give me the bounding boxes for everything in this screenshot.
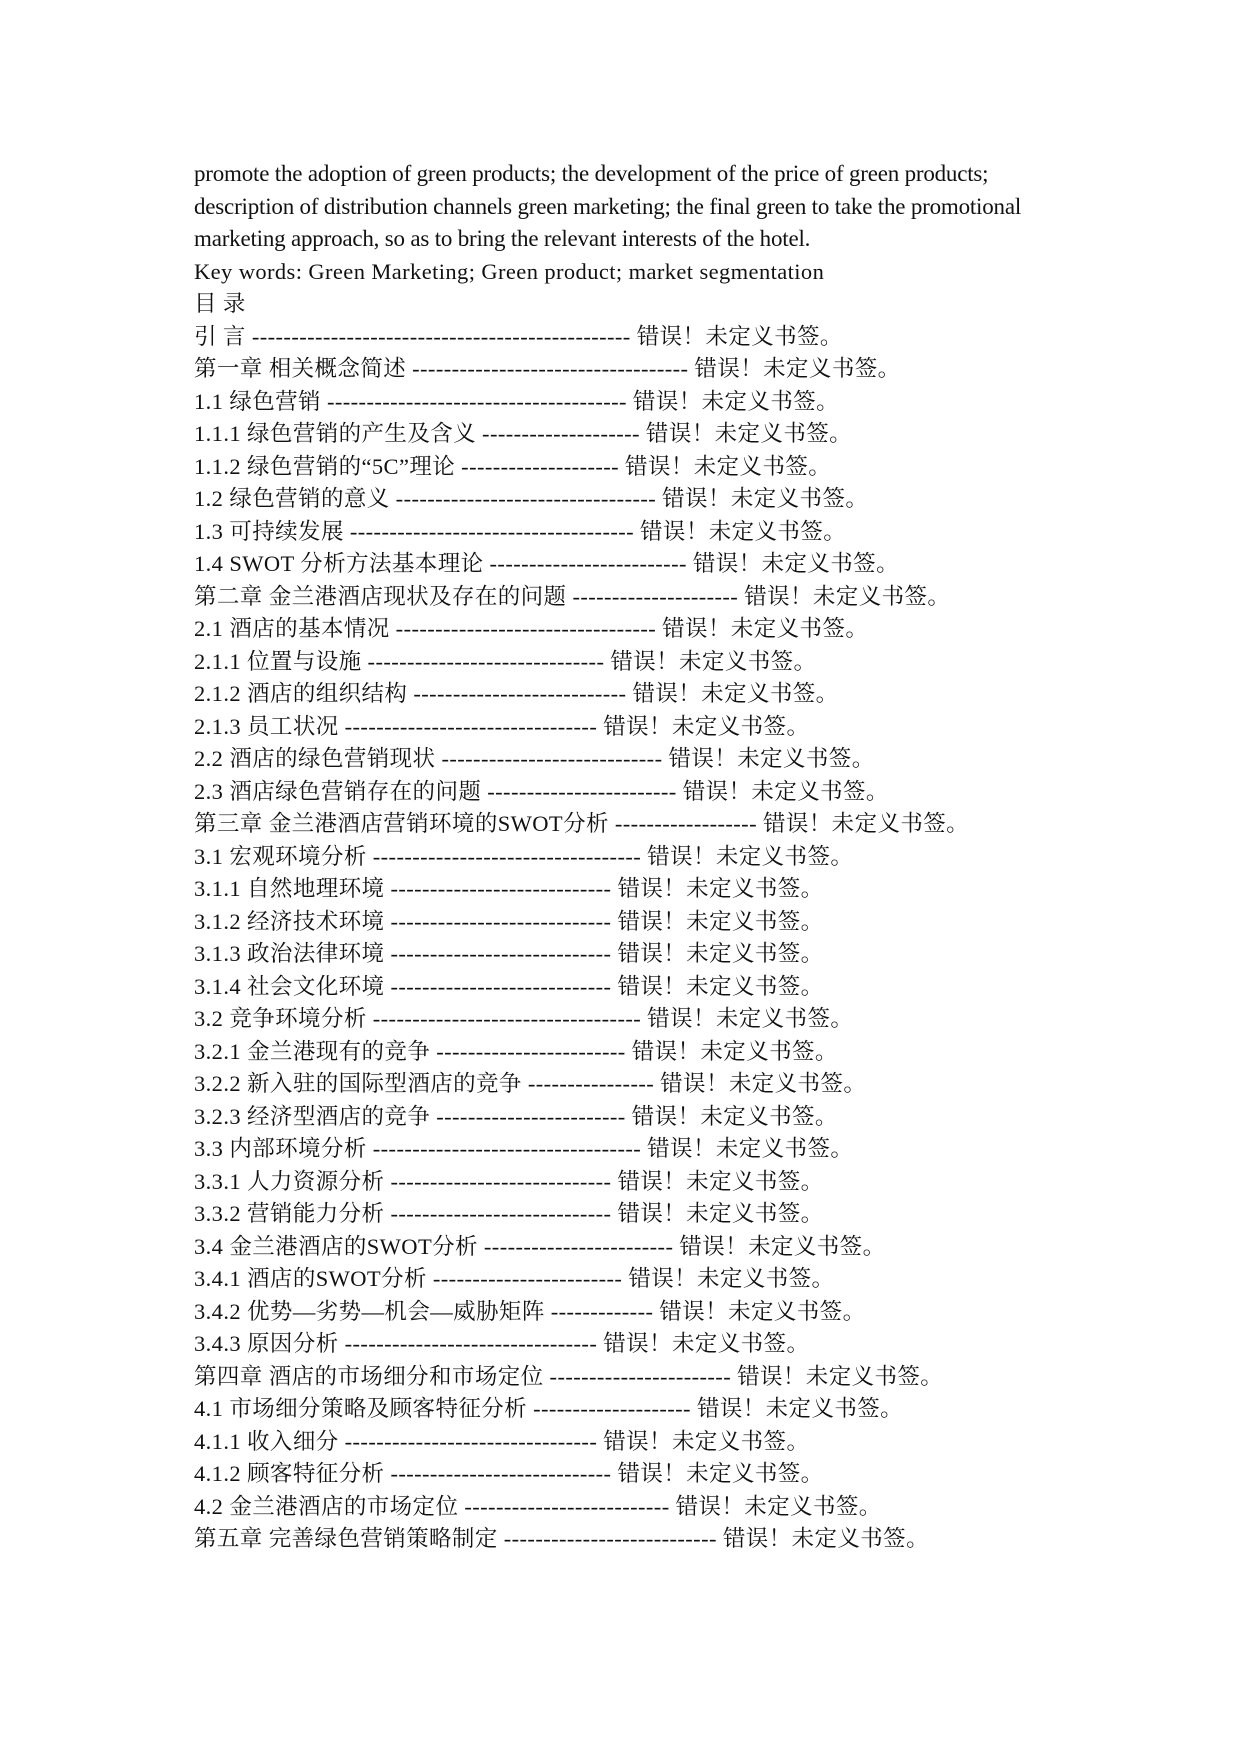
toc-entry: 第四章 酒店的市场细分和市场定位 ----------------------- 错误！未定义书签。	[194, 1363, 944, 1389]
toc-entry: 4.1 市场细分策略及顾客特征分析 -------------------- 错误！未定义书签。	[194, 1396, 904, 1421]
toc-entry: 3.2.1 金兰港现有的竞争 ------------------------ 错误！未定义书签。	[194, 1038, 838, 1064]
toc-entry: 3.2 竞争环境分析 ---------------------------------- 错误！未定义书签。	[194, 1006, 854, 1031]
toc-entry: 2.1.3 员工状况 -------------------------------- 错误！未定义书签。	[194, 713, 810, 739]
toc-title: 目 录	[194, 291, 246, 316]
table-of-contents	[194, 321, 1054, 1556]
toc-entry: 1.4 SWOT 分析方法基本理论 ------------------------- 错误！未定义书签。	[194, 551, 899, 576]
toc-entry: 3.1.1 自然地理环境 ---------------------------- 错误！未定义书签。	[194, 876, 824, 901]
toc-entry: 4.2 金兰港酒店的市场定位 -------------------------- 错误！未定义书签。	[194, 1493, 882, 1519]
toc-entry: 第二章 金兰港酒店现状及存在的问题 --------------------- 错误！未定义书签。	[194, 583, 951, 609]
toc-entry: 3.4.3 原因分析 -------------------------------- 错误！未定义书签。	[194, 1331, 810, 1356]
toc-entry: 第一章 相关概念简述 ----------------------------------- 错误！未定义书签。	[194, 356, 901, 381]
toc-entry: 3.1.3 政治法律环境 ---------------------------- 错误！未定义书签。	[194, 941, 824, 966]
keywords-line: Key words: Green Marketing; Green product; market segmentation	[194, 258, 825, 284]
toc-entry: 2.2 酒店的绿色营销现状 ---------------------------- 错误！未定义书签。	[194, 746, 875, 771]
toc-entry: 2.1.1 位置与设施 ------------------------------ 错误！未定义书签。	[194, 648, 817, 674]
toc-entry: 3.3.2 营销能力分析 ---------------------------- 错误！未定义书签。	[194, 1201, 824, 1226]
toc-entry: 3.2.2 新入驻的国际型酒店的竞争 ---------------- 错误！未定义书签。	[194, 1071, 867, 1096]
toc-entry: 1.2 绿色营销的意义 --------------------------------- 错误！未定义书签。	[194, 486, 869, 511]
toc-entry: 引 言 ------------------------------------------------ 错误！未定义书签。	[194, 323, 843, 349]
toc-entry: 3.2.3 经济型酒店的竞争 ------------------------ 错误！未定义书签。	[194, 1103, 838, 1129]
toc-entry: 2.1 酒店的基本情况 --------------------------------- 错误！未定义书签。	[194, 616, 869, 641]
toc-entry: 4.1.1 收入细分 -------------------------------- 错误！未定义书签。	[194, 1428, 810, 1454]
toc-entry: 2.3 酒店绿色营销存在的问题 ------------------------ 错误！未定义书签。	[194, 778, 889, 804]
toc-entry: 1.1 绿色营销 -------------------------------------- 错误！未定义书签。	[194, 388, 840, 414]
toc-entry: 3.4.2 优势—劣势—机会—威胁矩阵 ------------- 错误！未定义书签。	[194, 1298, 866, 1324]
toc-entry: 3.4.1 酒店的SWOT分析 ------------------------ 错误！未定义书签。	[194, 1266, 835, 1291]
toc-entry: 第五章 完善绿色营销策略制定 --------------------------- 错误！未定义书签。	[194, 1526, 929, 1551]
toc-entry: 1.1.1 绿色营销的产生及含义 -------------------- 错误！未定义书签。	[194, 421, 853, 446]
toc-entry: 3.1.2 经济技术环境 ---------------------------- 错误！未定义书签。	[194, 908, 824, 934]
toc-entry: 3.3 内部环境分析 ---------------------------------- 错误！未定义书签。	[194, 1136, 854, 1161]
toc-entry: 3.3.1 人力资源分析 ---------------------------- 错误！未定义书签。	[194, 1168, 824, 1194]
document-page	[194, 158, 1054, 1556]
toc-entry: 1.3 可持续发展 ------------------------------------ 错误！未定义书签。	[194, 518, 847, 544]
toc-entry: 1.1.2 绿色营销的“5C”理论 -------------------- 错误！未定义书签。	[194, 453, 832, 479]
toc-entry: 第三章 金兰港酒店营销环境的SWOT分析 ------------------ 错误！未定义书签。	[194, 811, 970, 836]
abstract-paragraph: promote the adoption of green products; the development of the price of green products; description of distribution channels green marketing; the final green to take the promotional marketing approach, so as to bring the relevant interests of the hotel.	[194, 161, 1022, 251]
toc-entry: 3.1 宏观环境分析 ---------------------------------- 错误！未定义书签。	[194, 843, 854, 869]
toc-entry: 4.1.2 顾客特征分析 ---------------------------- 错误！未定义书签。	[194, 1461, 824, 1486]
toc-entry: 2.1.2 酒店的组织结构 --------------------------- 错误！未定义书签。	[194, 681, 839, 706]
toc-entry: 3.4 金兰港酒店的SWOT分析 ------------------------ 错误！未定义书签。	[194, 1233, 886, 1259]
toc-entry: 3.1.4 社会文化环境 ---------------------------- 错误！未定义书签。	[194, 973, 824, 999]
